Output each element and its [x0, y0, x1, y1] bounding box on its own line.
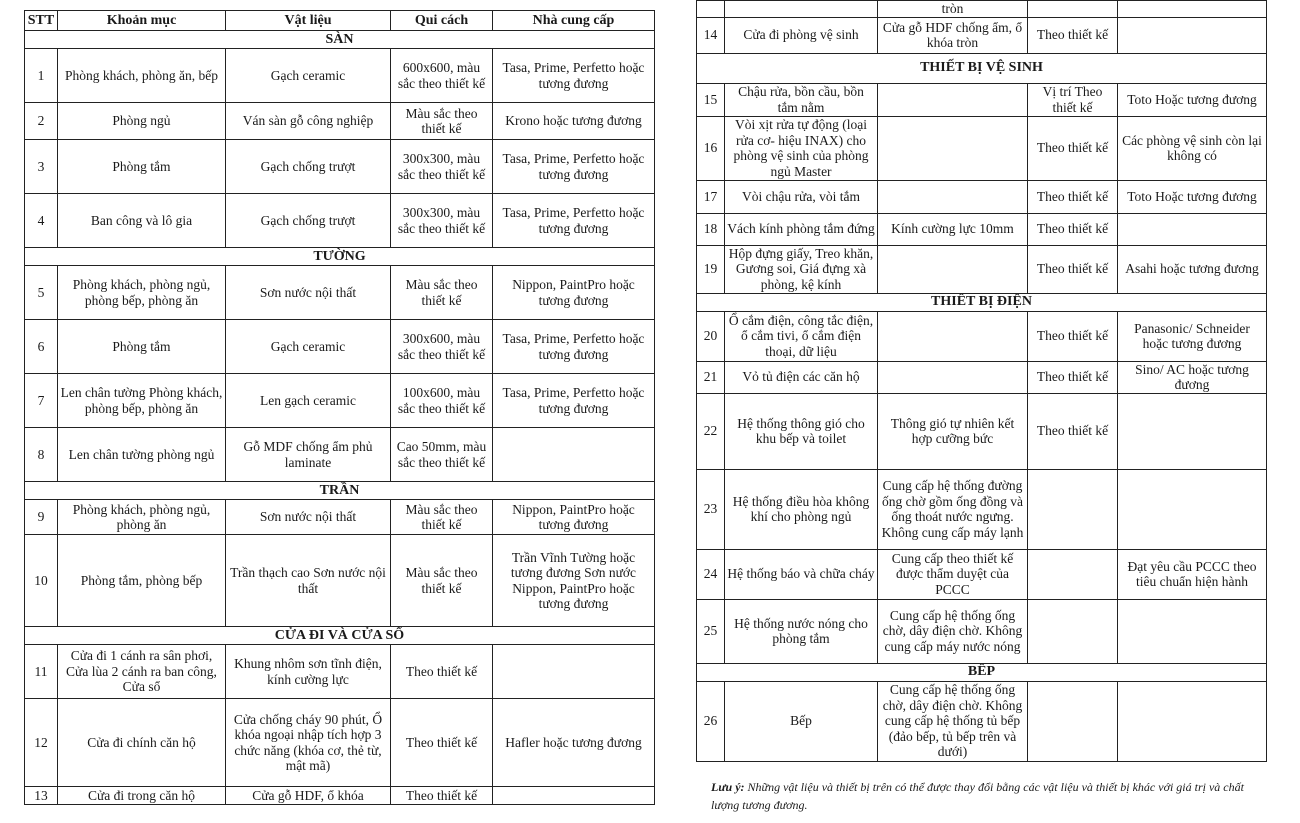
cell-spec: Theo thiết kế [391, 645, 493, 699]
cell-spec: Cao 50mm, màu sắc theo thiết kế [391, 428, 493, 482]
cell-supplier [1118, 681, 1267, 761]
cell-item [725, 1, 878, 18]
cell-spec: Theo thiết kế [1028, 180, 1118, 213]
cell-item: Bếp [725, 681, 878, 761]
spec-table-right [696, 0, 1267, 762]
table-row [697, 393, 1267, 469]
table-row [25, 535, 655, 627]
cell-stt: 8 [25, 428, 58, 482]
footnote-text: Những vật liệu và thiết bị trên có thể được thay đổi bằng các vật liệu và thiết bị khác với giá trị và chất lượng tương đương. [711, 780, 1244, 812]
cell-material: Gạch ceramic [226, 49, 391, 103]
cell-stt: 19 [697, 245, 725, 293]
cell-item: Phòng ngủ [58, 103, 226, 140]
cell-item: Hệ thống nước nóng cho phòng tắm [725, 599, 878, 663]
cell-stt: 14 [697, 17, 725, 53]
cell-spec: 300x600, màu sắc theo thiết kế [391, 320, 493, 374]
table-row [25, 194, 655, 248]
cell-stt: 13 [25, 787, 58, 805]
cell-supplier: Tasa, Prime, Perfetto hoặc tương đương [493, 374, 655, 428]
cell-stt: 2 [25, 103, 58, 140]
cell-stt: 10 [25, 535, 58, 627]
cell-material: Thông gió tự nhiên kết hợp cưỡng bức [878, 393, 1028, 469]
section-title: THIẾT BỊ VỆ SINH [697, 53, 1267, 83]
cell-item: Hệ thống báo và chữa cháy [725, 549, 878, 599]
cell-supplier: Toto Hoặc tương đương [1118, 180, 1267, 213]
cell-item: Cửa đi 1 cánh ra sân phơi, Cửa lùa 2 cánh ra ban công, Cửa sổ [58, 645, 226, 699]
table-row [697, 311, 1267, 361]
cell-item: Phòng tắm [58, 320, 226, 374]
cell-stt: 22 [697, 393, 725, 469]
cell-item: Hệ thống điều hòa không khí cho phòng ngủ [725, 469, 878, 549]
cell-item: Vách kính phòng tắm đứng [725, 213, 878, 245]
cell-stt: 23 [697, 469, 725, 549]
cell-spec: 300x300, màu sắc theo thiết kế [391, 140, 493, 194]
cell-supplier: Panasonic/ Schneider hoặc tương đương [1118, 311, 1267, 361]
cell-supplier [1118, 213, 1267, 245]
header-supplier: Nhà cung cấp [493, 11, 655, 31]
cell-stt [697, 1, 725, 18]
cell-material [878, 245, 1028, 293]
cell-supplier [493, 428, 655, 482]
cell-stt: 5 [25, 266, 58, 320]
cell-material: Sơn nước nội thất [226, 266, 391, 320]
cell-material: Gạch ceramic [226, 320, 391, 374]
table-row [25, 645, 655, 699]
section-title: TƯỜNG [25, 248, 655, 266]
cell-item: Vòi xịt rửa tự động (loại rửa cơ- hiệu INAX) cho phòng vệ sinh của phòng ngủ Master [725, 116, 878, 180]
cell-supplier: Nippon, PaintPro hoặc tương đương [493, 266, 655, 320]
cell-stt: 25 [697, 599, 725, 663]
cell-stt: 3 [25, 140, 58, 194]
table-row [697, 83, 1267, 116]
cell-material: Gạch chống trượt [226, 194, 391, 248]
table-row [25, 103, 655, 140]
cell-supplier: Tasa, Prime, Perfetto hoặc tương đương [493, 49, 655, 103]
section-row [25, 627, 655, 645]
cell-stt: 7 [25, 374, 58, 428]
table-row [697, 681, 1267, 761]
cell-item: Cửa đi phòng vệ sinh [725, 17, 878, 53]
cell-stt: 15 [697, 83, 725, 116]
cell-spec [1028, 681, 1118, 761]
cell-material [878, 83, 1028, 116]
table-row [697, 599, 1267, 663]
cell-stt: 26 [697, 681, 725, 761]
cell-material: Gỗ MDF chống ẩm phủ laminate [226, 428, 391, 482]
cell-material: Cửa gỗ HDF, ổ khóa [226, 787, 391, 805]
cell-spec: Màu sắc theo thiết kế [391, 266, 493, 320]
cell-item: Cửa đi chính căn hộ [58, 699, 226, 787]
cell-material: Sơn nước nội thất [226, 500, 391, 535]
table-row [697, 469, 1267, 549]
table-row [697, 116, 1267, 180]
cell-spec: 600x600, màu sắc theo thiết kế [391, 49, 493, 103]
cell-stt: 17 [697, 180, 725, 213]
cell-spec [1028, 1, 1118, 18]
cell-spec: Màu sắc theo thiết kế [391, 535, 493, 627]
section-title: THIẾT BỊ ĐIỆN [697, 293, 1267, 311]
table-row [697, 361, 1267, 393]
cell-stt: 9 [25, 500, 58, 535]
section-row [697, 53, 1267, 83]
cell-material: Khung nhôm sơn tĩnh điện, kính cường lực [226, 645, 391, 699]
cell-supplier [493, 787, 655, 805]
cell-item: Cửa đi trong căn hộ [58, 787, 226, 805]
cell-stt: 16 [697, 116, 725, 180]
cell-stt: 21 [697, 361, 725, 393]
cell-material: Cung cấp hệ thống ống chờ, dây điện chờ. Không cung cấp hệ thống tủ bếp (đảo bếp, tủ bếp trên và dưới) [878, 681, 1028, 761]
footnote [711, 778, 1271, 814]
table-row [25, 49, 655, 103]
cell-spec: 100x600, màu sắc theo thiết kế [391, 374, 493, 428]
section-title: TRẦN [25, 482, 655, 500]
table-row [25, 374, 655, 428]
cell-supplier: Krono hoặc tương đương [493, 103, 655, 140]
cell-material [878, 180, 1028, 213]
cell-supplier: Đạt yêu cầu PCCC theo tiêu chuẩn hiện hành [1118, 549, 1267, 599]
cell-supplier: Tasa, Prime, Perfetto hoặc tương đương [493, 140, 655, 194]
cell-spec [1028, 549, 1118, 599]
cell-stt: 6 [25, 320, 58, 374]
cell-material: Ván sàn gỗ công nghiệp [226, 103, 391, 140]
section-row [25, 248, 655, 266]
cell-supplier: Sino/ AC hoặc tương đương [1118, 361, 1267, 393]
table-row [697, 1, 1267, 18]
cell-spec [1028, 469, 1118, 549]
cell-item: Hệ thống thông gió cho khu bếp và toilet [725, 393, 878, 469]
cell-supplier: Asahi hoặc tương đương [1118, 245, 1267, 293]
section-row [25, 482, 655, 500]
cell-spec: Theo thiết kế [1028, 311, 1118, 361]
cell-material: Len gạch ceramic [226, 374, 391, 428]
table-row [697, 17, 1267, 53]
section-title: BẾP [697, 663, 1267, 681]
cell-item: Len chân tường Phòng khách, phòng bếp, phòng ăn [58, 374, 226, 428]
cell-stt: 11 [25, 645, 58, 699]
cell-supplier [1118, 1, 1267, 18]
cell-material: tròn [878, 1, 1028, 18]
cell-supplier [1118, 393, 1267, 469]
cell-material: Cung cấp hệ thống ống chờ, dây điện chờ. Không cung cấp máy nước nóng [878, 599, 1028, 663]
table-row [697, 180, 1267, 213]
table-row [25, 699, 655, 787]
cell-supplier: Hafler hoặc tương đương [493, 699, 655, 787]
cell-material [878, 116, 1028, 180]
cell-item: Hộp đựng giấy, Treo khăn, Gương soi, Giá đựng xà phòng, kệ kính [725, 245, 878, 293]
table-row [697, 549, 1267, 599]
cell-supplier [1118, 599, 1267, 663]
cell-material: Kính cường lực 10mm [878, 213, 1028, 245]
cell-supplier [493, 645, 655, 699]
cell-spec: 300x300, màu sắc theo thiết kế [391, 194, 493, 248]
cell-item: Phòng khách, phòng ngủ, phòng ăn [58, 500, 226, 535]
table-row [25, 320, 655, 374]
cell-supplier [1118, 17, 1267, 53]
cell-material [878, 361, 1028, 393]
cell-spec: Theo thiết kế [1028, 245, 1118, 293]
cell-item: Phòng tắm [58, 140, 226, 194]
cell-stt: 4 [25, 194, 58, 248]
cell-item: Vỏ tủ điện các căn hộ [725, 361, 878, 393]
cell-stt: 24 [697, 549, 725, 599]
cell-supplier: Toto Hoặc tương đương [1118, 83, 1267, 116]
cell-spec [1028, 599, 1118, 663]
cell-stt: 18 [697, 213, 725, 245]
section-title: CỬA ĐI VÀ CỬA SỔ [25, 627, 655, 645]
table-row [25, 787, 655, 805]
header-material: Vật liệu [226, 11, 391, 31]
header-stt: STT [25, 11, 58, 31]
cell-material [878, 311, 1028, 361]
section-row [697, 293, 1267, 311]
table-row [25, 140, 655, 194]
header-spec: Qui cách [391, 11, 493, 31]
cell-item: Phòng khách, phòng ngủ, phòng bếp, phòng ăn [58, 266, 226, 320]
cell-supplier: Trần Vĩnh Tường hoặc tương đương Sơn nước Nippon, PaintPro hoặc tương đương [493, 535, 655, 627]
table-row [697, 245, 1267, 293]
cell-item: Phòng khách, phòng ăn, bếp [58, 49, 226, 103]
cell-spec: Theo thiết kế [1028, 116, 1118, 180]
section-title: SÀN [25, 31, 655, 49]
cell-item: Ban công và lô gia [58, 194, 226, 248]
cell-spec: Theo thiết kế [1028, 361, 1118, 393]
cell-material: Gạch chống trượt [226, 140, 391, 194]
footnote-label: Lưu ý: [711, 780, 745, 794]
cell-spec: Theo thiết kế [1028, 213, 1118, 245]
table-row [25, 428, 655, 482]
table-row [25, 500, 655, 535]
spec-table-left [24, 10, 655, 805]
cell-item: Ổ cắm điện, công tắc điện, ổ cắm tivi, ổ cắm điện thoại, dữ liệu [725, 311, 878, 361]
section-row [697, 663, 1267, 681]
cell-item: Len chân tường phòng ngủ [58, 428, 226, 482]
cell-supplier: Tasa, Prime, Perfetto hoặc tương đương [493, 194, 655, 248]
cell-supplier: Các phòng vệ sinh còn lại không có [1118, 116, 1267, 180]
cell-material: Trần thạch cao Sơn nước nội thất [226, 535, 391, 627]
cell-stt: 12 [25, 699, 58, 787]
cell-material: Cung cấp theo thiết kế được thẩm duyệt của PCCC [878, 549, 1028, 599]
cell-supplier: Nippon, PaintPro hoặc tương đương [493, 500, 655, 535]
cell-spec: Theo thiết kế [1028, 17, 1118, 53]
cell-spec: Màu sắc theo thiết kế [391, 103, 493, 140]
cell-item: Phòng tắm, phòng bếp [58, 535, 226, 627]
header-item: Khoản mục [58, 11, 226, 31]
cell-spec: Theo thiết kế [1028, 393, 1118, 469]
cell-supplier: Tasa, Prime, Perfetto hoặc tương đương [493, 320, 655, 374]
cell-spec: Vị trí Theo thiết kế [1028, 83, 1118, 116]
cell-stt: 1 [25, 49, 58, 103]
cell-item: Chậu rửa, bồn cầu, bồn tắm nằm [725, 83, 878, 116]
cell-spec: Theo thiết kế [391, 699, 493, 787]
cell-material: Cung cấp hệ thống đường ống chờ gồm ống đồng và ống thoát nước ngưng. Không cung cấp máy lạnh [878, 469, 1028, 549]
cell-spec: Theo thiết kế [391, 787, 493, 805]
cell-material: Cửa gỗ HDF chống ẩm, ổ khóa tròn [878, 17, 1028, 53]
section-row [25, 31, 655, 49]
cell-material: Cửa chống cháy 90 phút, Ổ khóa ngoại nhập tích hợp 3 chức năng (khóa cơ, thẻ từ, mật mã) [226, 699, 391, 787]
cell-supplier [1118, 469, 1267, 549]
table-row [25, 266, 655, 320]
table-row [697, 213, 1267, 245]
cell-item: Vòi chậu rửa, vòi tắm [725, 180, 878, 213]
cell-spec: Màu sắc theo thiết kế [391, 500, 493, 535]
cell-stt: 20 [697, 311, 725, 361]
